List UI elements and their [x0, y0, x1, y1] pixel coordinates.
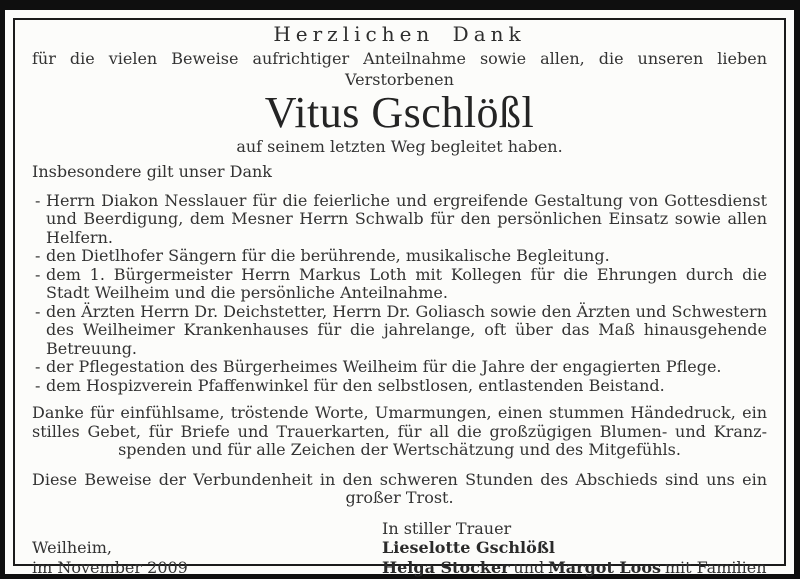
- closing-date: im November 2009: [32, 557, 188, 577]
- intro-text: [32, 49, 767, 90]
- mourner-connector: und: [513, 557, 545, 577]
- thanks-item: [32, 247, 767, 266]
- thanks-lead: Insbesondere gilt unser Dank: [32, 162, 272, 181]
- thanks-item-text: dem Hospizverein Pfaffenwinkel für den selbstlosen, entlastenden Beistand.: [46, 375, 665, 395]
- thanks-item-text: Herrn Diakon Nesslauer für die feierliche und ergreifende Gestaltung von Gottesdienst und Beerdigung, dem Mesner Herrn Schwalb für den persönlichen Einsatz sowie allen Helfern.: [46, 190, 767, 247]
- intro-line-2: Verstorbenen: [345, 69, 454, 89]
- thanks-item-text: dem 1. Bürgermeister Herrn Markus Loth mit Kollegen für die Ehrungen durch die Stadt Weilheim und die persönliche Anteilnahme.: [46, 264, 767, 302]
- thanks-item-text: den Dietlhofer Sängern für die berührende, musikalische Begleitung.: [46, 246, 610, 265]
- notice-border: [13, 18, 786, 577]
- gratitude-paragraph: Danke für einfühlsame, tröstende Worte, Umarmungen, einen stummen Händedruck, ein stilles Gebet, für Briefe und Trauerkarten, für all die großzügigen Blumen- und Kranzspenden und für alle Zeichen der Wertschätzung und des Mitgefühls.: [32, 403, 767, 459]
- thanks-item-text: der Pflegestation des Bürgerheimes Weilheim für die Jahre der engagierten Pflege.: [46, 357, 722, 376]
- list-dash: -: [35, 357, 41, 376]
- list-dash: -: [35, 301, 41, 321]
- thanks-item: [32, 377, 767, 396]
- mourner-secondary-a: Helga Stocker: [382, 557, 510, 577]
- mourner-secondary-line: [382, 558, 767, 578]
- mourners-block: [382, 519, 767, 578]
- list-dash: -: [35, 190, 41, 210]
- intro-line-1: für die vielen Beweise aufrichtiger Anteilnahme sowie allen, die unseren lieben: [32, 49, 767, 68]
- thanks-headline: Herzlichen Dank: [273, 22, 526, 46]
- mourner-secondary-b: Margot Loos: [548, 557, 662, 577]
- mourner-suffix: mit Familien: [664, 557, 767, 577]
- deceased-name: Vitus Gschlößl: [264, 88, 535, 137]
- thanks-item: [32, 358, 767, 377]
- comfort-paragraph: Diese Beweise der Verbundenheit in den schweren Stunden des Abschieds sind uns ein großer Trost.: [32, 469, 767, 507]
- thanks-item: [32, 303, 767, 359]
- list-dash: -: [35, 246, 41, 265]
- farewell-line: auf seinem letzten Weg begleitet haben.: [236, 137, 563, 156]
- closing-place: Weilheim,: [32, 538, 112, 557]
- thanks-item-text: den Ärzten Herrn Dr. Deichstetter, Herrn Dr. Goliasch sowie den Ärzten und Schwestern des Weilheimer Krankenhauses für die jahrelange, oft über das Maß hinausgehende Betreuung.: [46, 301, 767, 358]
- thanks-item: [32, 192, 767, 248]
- thanks-list: [32, 192, 767, 396]
- mourning-label: In stiller Trauer: [382, 518, 512, 538]
- list-dash: -: [35, 264, 41, 284]
- closing-place-date: [32, 538, 382, 577]
- mourner-primary: Lieselotte Gschlößl: [382, 538, 556, 557]
- obituary-clipping: [5, 10, 794, 577]
- list-dash: -: [35, 375, 41, 395]
- closing-block: [32, 519, 767, 578]
- thanks-item: [32, 266, 767, 303]
